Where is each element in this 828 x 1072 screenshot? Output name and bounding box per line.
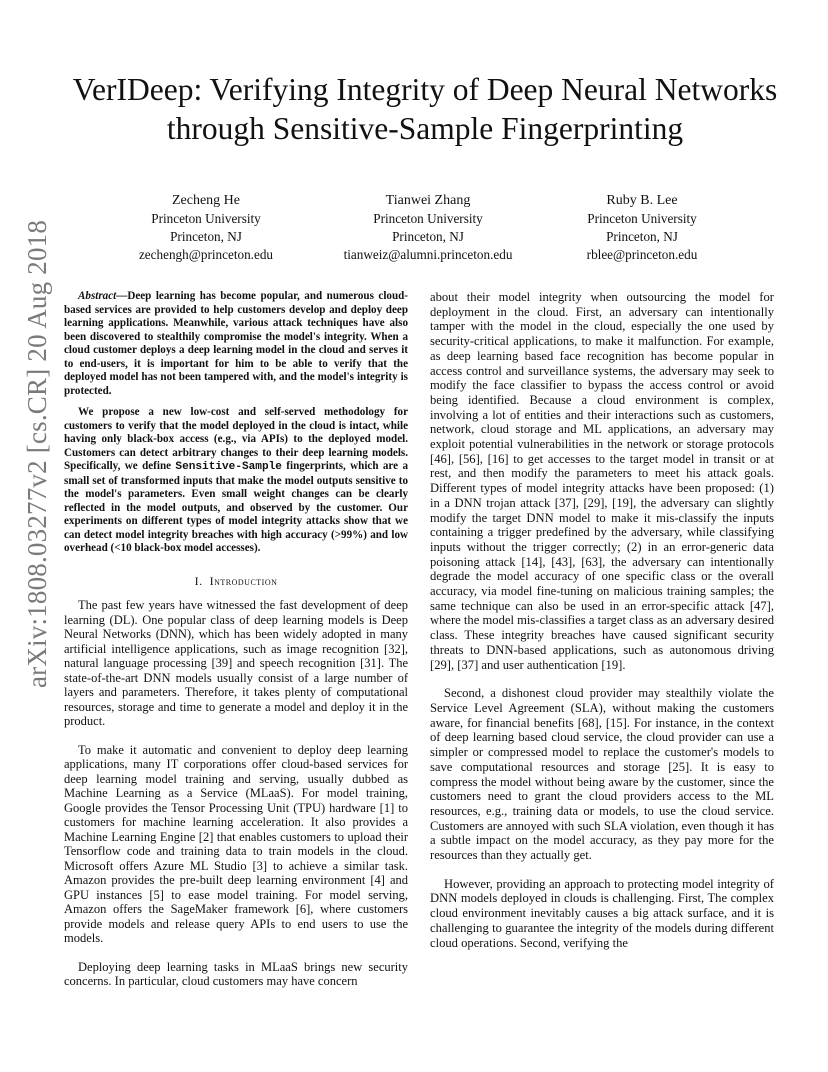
author-location: Princeton, NJ xyxy=(606,229,678,244)
section-number: I. xyxy=(194,573,203,588)
arxiv-identifier: arXiv:1808.03277v2 [cs.CR] 20 Aug 2018 xyxy=(22,219,52,688)
author-affiliation: Princeton University xyxy=(373,211,483,226)
abstract-paragraph-1 xyxy=(64,290,408,398)
abstract-text: fingerprints, which are a small set of transformed inputs that make the model outputs sensitive to the model's parameters. Even small weight changes can be clearly reflected in the model outputs, and observed by the customer. Our experiments on different types of model integrity attacks show that we can detect model integrity breaches with high accuracy (>99%) and low overhead (<10 black-box model accesses). xyxy=(64,460,408,554)
author-1 xyxy=(86,192,326,264)
left-column xyxy=(64,290,408,989)
abstract-text: —Deep learning has become popular, and numerous cloud-based services are provided to help customers develop and deploy deep learning applications. Meanwhile, various attack techniques have also been discovered to stealthily compromise the model's integrity. When a cloud customer deploys a deep learning model in the cloud and serves it to end-users, it is important for him to be able to verify that the deployed model has not been tampered with, and the model's integrity is protected. xyxy=(64,290,408,397)
section-heading xyxy=(64,574,408,589)
abstract xyxy=(64,290,408,556)
section-title: Introduction xyxy=(209,573,278,588)
author-location: Princeton, NJ xyxy=(392,229,464,244)
abstract-paragraph-2 xyxy=(64,406,408,556)
author-email: rblee@princeton.edu xyxy=(586,247,698,262)
author-name: Tianwei Zhang xyxy=(385,193,471,208)
abstract-text: We propose a new low-cost and self-served methodology for customers to verify that the model deployed in the cloud is intact, while having only black-box access (e.g., via APIs) to the deployed model. Customers can detect arbitrary changes to their deep learning models. Specifically, we define xyxy=(64,406,408,472)
body-paragraph: The past few years have witnessed the fast development of deep learning (DL). One popular class of deep learning models is Deep Neural Networks (DNN), which has been widely adopted in many artificial intelligence applications, such as image recognition [32], natural language processing [39] and speech recognition [31]. The state-of-the-art DNN models usually consist of a large number of layers and parameters. Therefore, it takes plenty of computational resources, storage and time to generate a model and deploy it in the product. xyxy=(64,598,408,729)
author-affiliation: Princeton University xyxy=(587,211,697,226)
author-2 xyxy=(308,192,548,264)
right-column xyxy=(430,290,774,950)
abstract-lead: Abstract xyxy=(78,290,117,302)
author-email: tianweiz@alumni.princeton.edu xyxy=(343,247,513,262)
body-paragraph: about their model integrity when outsourcing the model for deployment in the cloud. First, an adversary can intentionally tamper with the model in the cloud, especially the one used by security-critical applications, to make it malfunction. For example, as deep learning based face recognition has become popular in access control and surveillance systems, the adversary may seek to modify the face classifier to bypass the access control or avoid being identified. Because a cloud environment is complex, involving a lot of entities and their interactions such as customers, network, cloud storage and ML applications, an adversary may exploit potential vulnerabilities in the network or storage protocols [46], [56], [16] to get accesses to the target model in transit or at rest, and then modify the parameters to meet his attack goals. Different types of model integrity attacks have been proposed: (1) in a DNN trojan attack [37], [29], [19], the adversary can slightly modify the target DNN model to make it mis-classify the inputs containing a trigger predefined by the adversary, while classifying inputs without the trigger correctly; (2) in an error-generic data poisoning attack [14], [43], [63], the adversary can intentionally degrade the model accuracy of one specific class or the overall accuracy, via model fine-tuning on malicious training samples; the same technique can also be used in an error-specific attack [47], where the model mis-classifies a target class as an adversary desired class. These integrity breaches have caused significant security threats to DNN-based applications, such as autonomous driving [29], [37] and user authentication [19]. xyxy=(430,290,774,672)
author-location: Princeton, NJ xyxy=(170,229,242,244)
author-3 xyxy=(522,192,762,264)
author-name: Ruby B. Lee xyxy=(606,193,678,208)
defined-term: Sensitive-Sample xyxy=(175,461,282,473)
body-paragraph: However, providing an approach to protecting model integrity of DNN models deployed in clouds is challenging. First, The complex cloud environment inevitably causes a big attack surface, and it is challenging to guarantee the integrity of the models during different cloud operations. Second, verifying the xyxy=(430,876,774,950)
intro-body-left xyxy=(64,598,408,989)
body-paragraph: Second, a dishonest cloud provider may stealthily violate the Service Level Agreement (SLA), without making the customers aware, for financial benefits [68], [15]. For instance, in the context of deep learning based cloud service, the cloud provider can use a simpler or compressed model to replace the customer's models to save computational resources and storage [25]. It is easy to compress the model without being aware by the customer, since the customers need to grant the cloud providers access to the ML resources, e.g., training data or models, to use the cloud service. Customers are annoyed with such SLA violation, even though it has a subtle impact on the model accuracy, as they pay more for the resources than they actually get. xyxy=(430,686,774,863)
author-name: Zecheng He xyxy=(171,193,241,208)
author-email: zechengh@princeton.edu xyxy=(138,247,274,262)
body-paragraph: Deploying deep learning tasks in MLaaS brings new security concerns. In particular, cloud customers may have concern xyxy=(64,959,408,989)
paper-title: VerIDeep: Verifying Integrity of Deep Neural Networks through Sensitive-Sample Fingerprinting xyxy=(72,72,778,146)
author-affiliation: Princeton University xyxy=(151,211,261,226)
body-paragraph: To make it automatic and convenient to deploy deep learning applications, many IT corporations offer cloud-based services for deep learning model training and serving, usually dubbed as Machine Learning as a Service (MLaaS). For model training, Google provides the Tensor Processing Unit (TPU) hardware [1] to customers for machine learning acceleration. It also provides a Machine Learning Engine [2] that enables customers to upload their Tensorflow code and training data to train models in the cloud. Microsoft offers Azure ML Studio [3] to achieve a similar task. Amazon provides the pre-built deep learning environment [4] and GPU instances [5] to ease model training. For model serving, Amazon offers the SageMaker framework [6], where customers provide models and release query APIs to end users to use the models. xyxy=(64,742,408,946)
